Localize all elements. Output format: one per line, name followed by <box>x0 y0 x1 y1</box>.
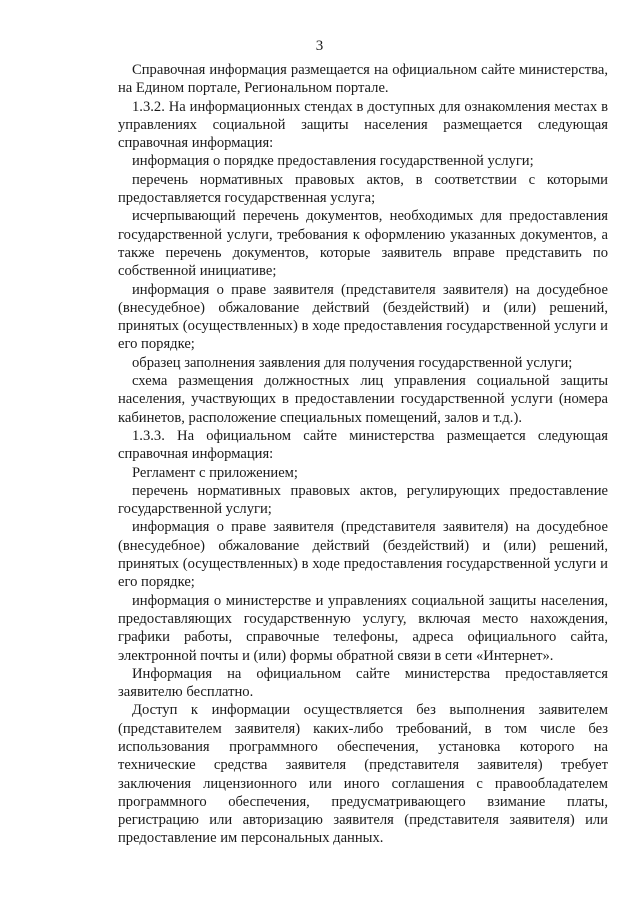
list-item-ministry-info: информация о министерстве и управлениях социальной защиты населения, предоставляющих государственную услугу, включая место нахождения, графики работы, справочные телефоны, адреса официального сайта, электронной почты и (или) формы обратной связи в сети «Интернет». <box>118 592 608 664</box>
list-item-legal-acts: перечень нормативных правовых актов, в соответствии с которыми предоставляется государственная услуга; <box>118 171 608 207</box>
page-body <box>118 61 608 848</box>
paragraph-1-3-3: 1.3.3. На официальном сайте министерства размещается следующая справочная информация: <box>118 427 608 463</box>
paragraph-access: Доступ к информации осуществляется без выполнения заявителем (представителем заявителя) каких-либо требований, в том числе без использования программного обеспечения, установка которого на технические средства заявителя (представителя заявителя) требует заключения лицензионного или иного соглашения с правообладателем программного обеспечения, предусматривающего взимание платы, регистрацию или авторизацию заявителя (представителя заявителя) или предоставление им персональных данных. <box>118 702 608 847</box>
list-item-appeal-rights-site: информация о праве заявителя (представителя заявителя) на досудебное (внесудебное) обжалование действий (бездействий) и (или) решений, принятых (осуществленных) в ходе предоставления государственной услуги и его порядке; <box>118 519 608 591</box>
list-item-procedure-info: информация о порядке предоставления государственной услуги; <box>132 153 534 170</box>
list-item-regulating-acts: перечень нормативных правовых актов, регулирующих предоставление государственной услуги; <box>118 482 608 518</box>
paragraph-1-3-2: 1.3.2. На информационных стендах в доступных для ознакомления местах в управлениях социальной защиты населения размещается следующая справочная информация: <box>118 98 608 152</box>
paragraph-free-info: Информация на официальном сайте министерства предоставляется заявителю бесплатно. <box>118 665 608 701</box>
list-item-appeal-rights: информация о праве заявителя (представителя заявителя) на досудебное (внесудебное) обжалование действий (бездействий) и (или) решений, принятых (осуществленных) в ходе предоставления государственной услуги и его порядке; <box>118 281 608 353</box>
paragraph-reference-info: Справочная информация размещается на официальном сайте министерства, на Едином портале, Региональном портале. <box>118 62 608 97</box>
list-item-regulation: Регламент с приложением; <box>132 464 298 481</box>
list-item-documents-list: исчерпывающий перечень документов, необходимых для предоставления государственной услуги, требования к оформлению указанных документов, а также перечень документов, которые заявитель вправе представить по собственной инициативе; <box>118 208 608 280</box>
page-number: 3 <box>315 38 324 54</box>
list-item-application-sample: образец заполнения заявления для получения государственной услуги; <box>132 354 573 371</box>
list-item-staff-layout: схема размещения должностных лиц управления социальной защиты населения, участвующих в предоставлении государственной услуги (номера кабинетов, расположение специальных помещений, залов и т.д.). <box>118 373 608 426</box>
